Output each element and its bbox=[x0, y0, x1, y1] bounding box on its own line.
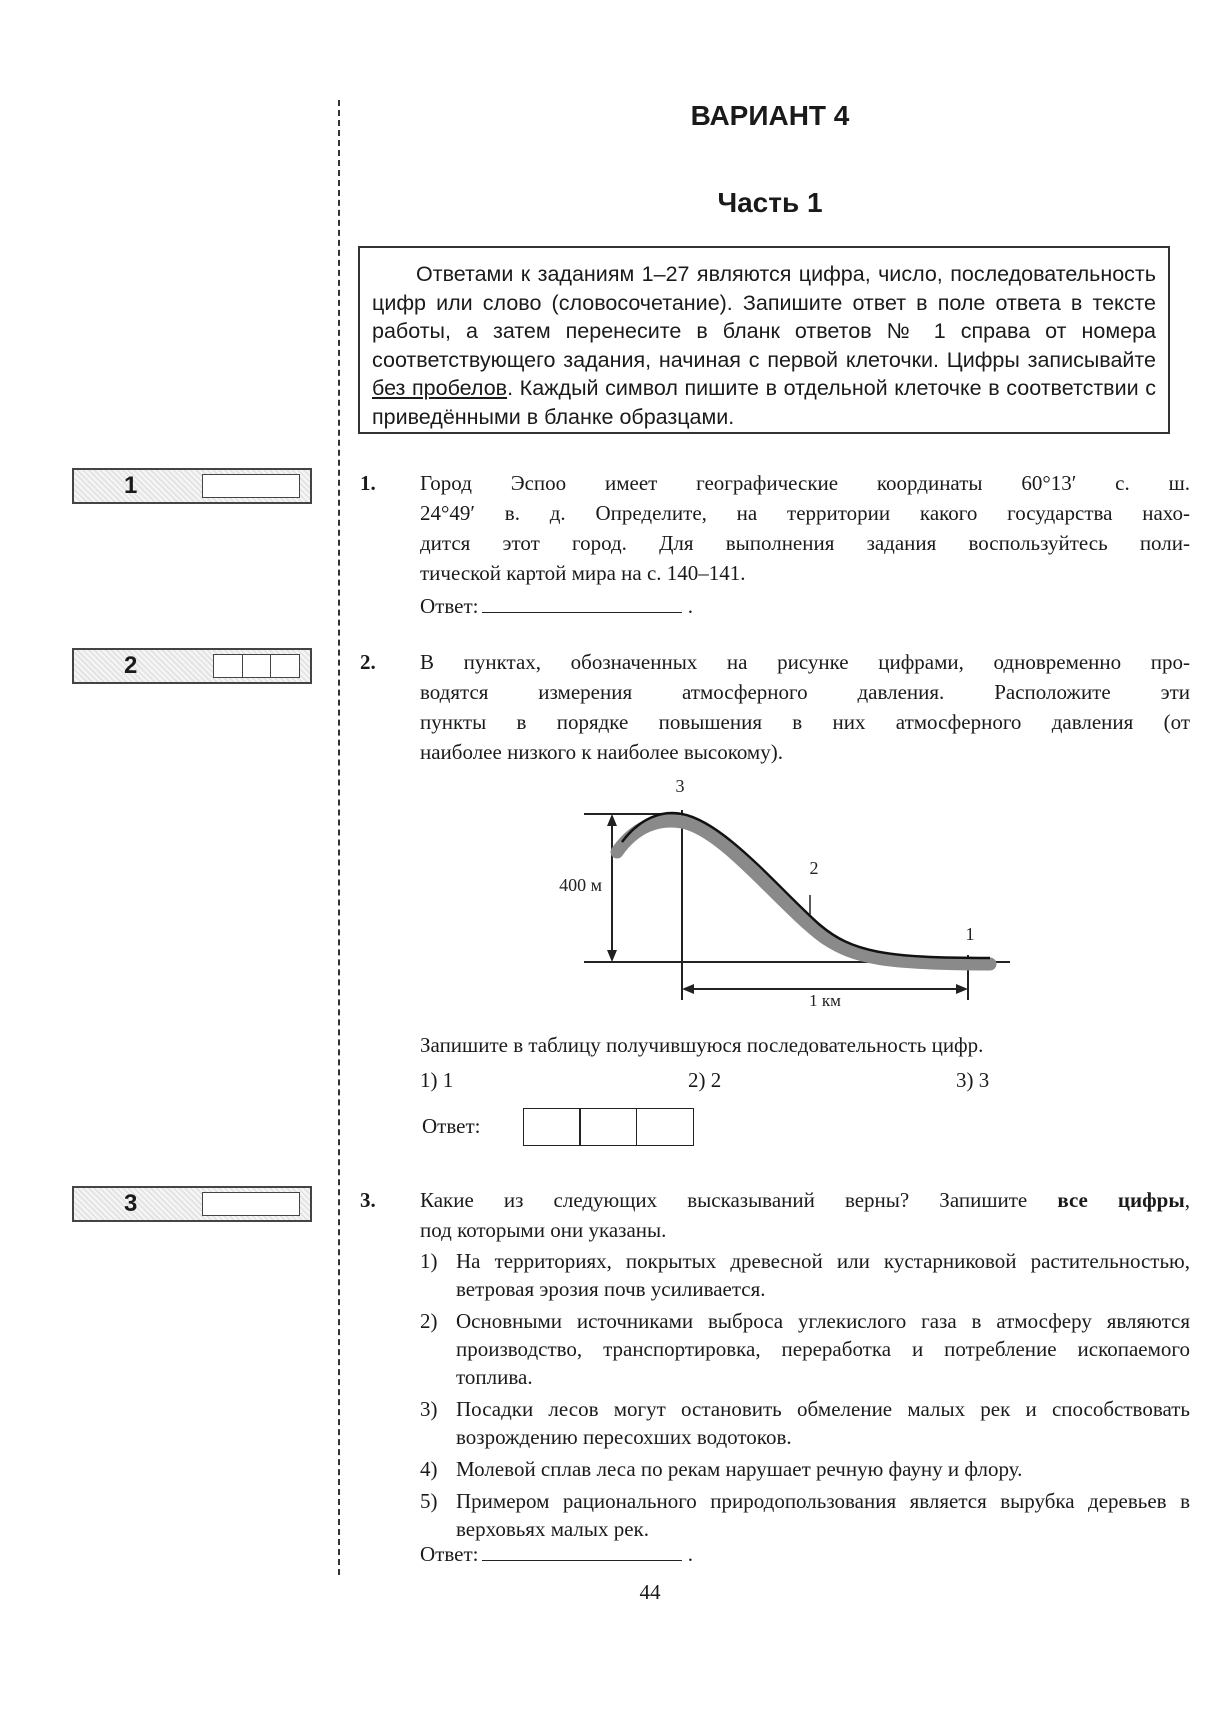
q3-intro-plain: Какие из следующих высказываний верны? Запишите bbox=[420, 1188, 1058, 1212]
terrain-figure bbox=[540, 770, 1030, 1020]
answer-cell[interactable] bbox=[242, 654, 272, 678]
variant-title: ВАРИАНТ 4 bbox=[690, 100, 850, 131]
answer-cells bbox=[215, 654, 301, 678]
q2-line: водятся измерения атмосферного давления. Расположите эти bbox=[420, 680, 1190, 704]
q3-item-text: Примером рационального природопользования является вырубка деревьев в верховьях малых рек. bbox=[456, 1489, 1190, 1541]
answer-box-2 bbox=[72, 648, 312, 684]
q3-item-text: Посадки лесов могут остановить обмеление малых рек и способствовать возрождению пересохших водотоков. bbox=[456, 1397, 1190, 1449]
q1-number: 1. bbox=[360, 471, 376, 495]
answer-cell[interactable] bbox=[523, 1108, 581, 1146]
q2-option-3: 3) 3 bbox=[956, 1068, 990, 1092]
instructions-text-end: . Каждый символ пишите в отдельной клеточке в соответствии с приведёнными в бланке образцами. bbox=[372, 376, 1156, 429]
q1-answer: Ответ: . bbox=[420, 594, 693, 618]
answer-cell[interactable] bbox=[636, 1108, 694, 1146]
q3-answer: Ответ: . bbox=[420, 1542, 693, 1566]
point-label-1: 1 bbox=[965, 924, 975, 944]
answer-box-number: 1 bbox=[124, 472, 138, 499]
q1-answer-line[interactable] bbox=[482, 592, 682, 613]
q3-item-text: Молевой сплав леса по рекам нарушает речную фауну и флору. bbox=[456, 1457, 1023, 1481]
q3-intro-end: , bbox=[1184, 1188, 1190, 1212]
q3-item-number: 2) bbox=[420, 1309, 438, 1333]
q2-line: пункты в порядке повышения в них атмосферного давления (от bbox=[420, 710, 1190, 734]
q3-item bbox=[420, 1247, 1190, 1303]
q3-answer-label: Ответ: bbox=[420, 1542, 479, 1566]
q3-number: 3. bbox=[360, 1188, 376, 1212]
answer-box-number: 3 bbox=[124, 1190, 138, 1217]
q3-items bbox=[420, 1247, 1190, 1547]
instructions-text: Ответами к заданиям 1–27 являются цифра, число, последовательность цифр или слово (словосочетание). Запишите ответ в поле ответа в тексте работы, а затем перенесите в бланк ответов № 1 справа от номера соответствующего задания, начиная с первой клеточки. Цифры записывайте bbox=[372, 262, 1156, 372]
q3-intro bbox=[420, 1185, 1190, 1245]
q3-item bbox=[420, 1455, 1190, 1483]
q3-item-number: 3) bbox=[420, 1397, 438, 1421]
q2-line: В пунктах, обозначенных на рисунке цифрами, одновременно про- bbox=[420, 650, 1190, 674]
distance-label: 1 км bbox=[809, 991, 841, 1010]
arrow-head-right bbox=[956, 984, 968, 994]
q2-number: 2. bbox=[360, 650, 376, 674]
answer-box-3 bbox=[72, 1186, 312, 1222]
answer-cell[interactable] bbox=[270, 654, 300, 678]
q3-answer-line[interactable] bbox=[482, 1540, 682, 1561]
q2-option-2: 2) 2 bbox=[688, 1068, 722, 1092]
q3-item-text: Основными источниками выброса углекислого газа в атмосферу являются производство, транспортировка, переработка и потребление ископаемого топлива. bbox=[456, 1309, 1190, 1389]
terrain-shade bbox=[617, 821, 990, 964]
q3-item-number: 4) bbox=[420, 1457, 438, 1481]
q1-text bbox=[420, 468, 1190, 588]
instructions-box bbox=[358, 246, 1170, 434]
instructions-underlined: без пробелов bbox=[372, 376, 508, 400]
q2-answer-cells bbox=[524, 1108, 694, 1146]
point-label-3: 3 bbox=[675, 776, 685, 796]
answer-cell[interactable] bbox=[579, 1108, 637, 1146]
answer-field[interactable] bbox=[202, 1192, 300, 1216]
cut-line bbox=[338, 100, 340, 1575]
q3-intro-bold: все цифры bbox=[1057, 1188, 1185, 1212]
q2-text bbox=[420, 647, 1190, 767]
arrow-head-up bbox=[607, 814, 617, 826]
q3-item-text: На территориях, покрытых древесной или кустарниковой растительностью, ветровая эрозия почв усиливается. bbox=[456, 1249, 1190, 1301]
arrow-head-down bbox=[607, 950, 617, 962]
point-label-2: 2 bbox=[809, 858, 819, 878]
q1-answer-label: Ответ: bbox=[420, 594, 479, 618]
q2-line: наиболее низкого к наиболее высокому). bbox=[420, 740, 783, 764]
q3-intro-line2: под которыми они указаны. bbox=[420, 1218, 667, 1242]
page-number: 44 bbox=[639, 1580, 661, 1604]
arrow-head-left bbox=[682, 984, 694, 994]
answer-box-1 bbox=[72, 468, 312, 504]
height-label: 400 м bbox=[559, 875, 602, 895]
q2-table-instruction: Запишите в таблицу получившуюся последовательность цифр. bbox=[420, 1033, 984, 1057]
q3-item bbox=[420, 1395, 1190, 1451]
q1-line: Город Эспоо имеет географические координаты 60°13′ с. ш. bbox=[420, 471, 1190, 495]
q1-line: 24°49′ в. д. Определите, на территории какого государства нахо- bbox=[420, 501, 1190, 525]
q1-line: дится этот город. Для выполнения задания воспользуйтесь поли- bbox=[420, 531, 1190, 555]
terrain-line bbox=[622, 813, 990, 958]
q3-intro-line bbox=[420, 1185, 1190, 1215]
q3-item-number: 5) bbox=[420, 1489, 438, 1513]
q3-item-number: 1) bbox=[420, 1249, 438, 1273]
answer-field[interactable] bbox=[202, 474, 300, 498]
q2-answer-label: Ответ: bbox=[422, 1114, 481, 1138]
q1-line: тической картой мира на с. 140–141. bbox=[420, 561, 746, 585]
answer-box-number: 2 bbox=[124, 652, 138, 679]
answer-cell[interactable] bbox=[213, 654, 243, 678]
q3-item bbox=[420, 1307, 1190, 1391]
q3-item bbox=[420, 1487, 1190, 1543]
part-title: Часть 1 bbox=[717, 187, 823, 218]
q2-option-1: 1) 1 bbox=[420, 1068, 454, 1092]
